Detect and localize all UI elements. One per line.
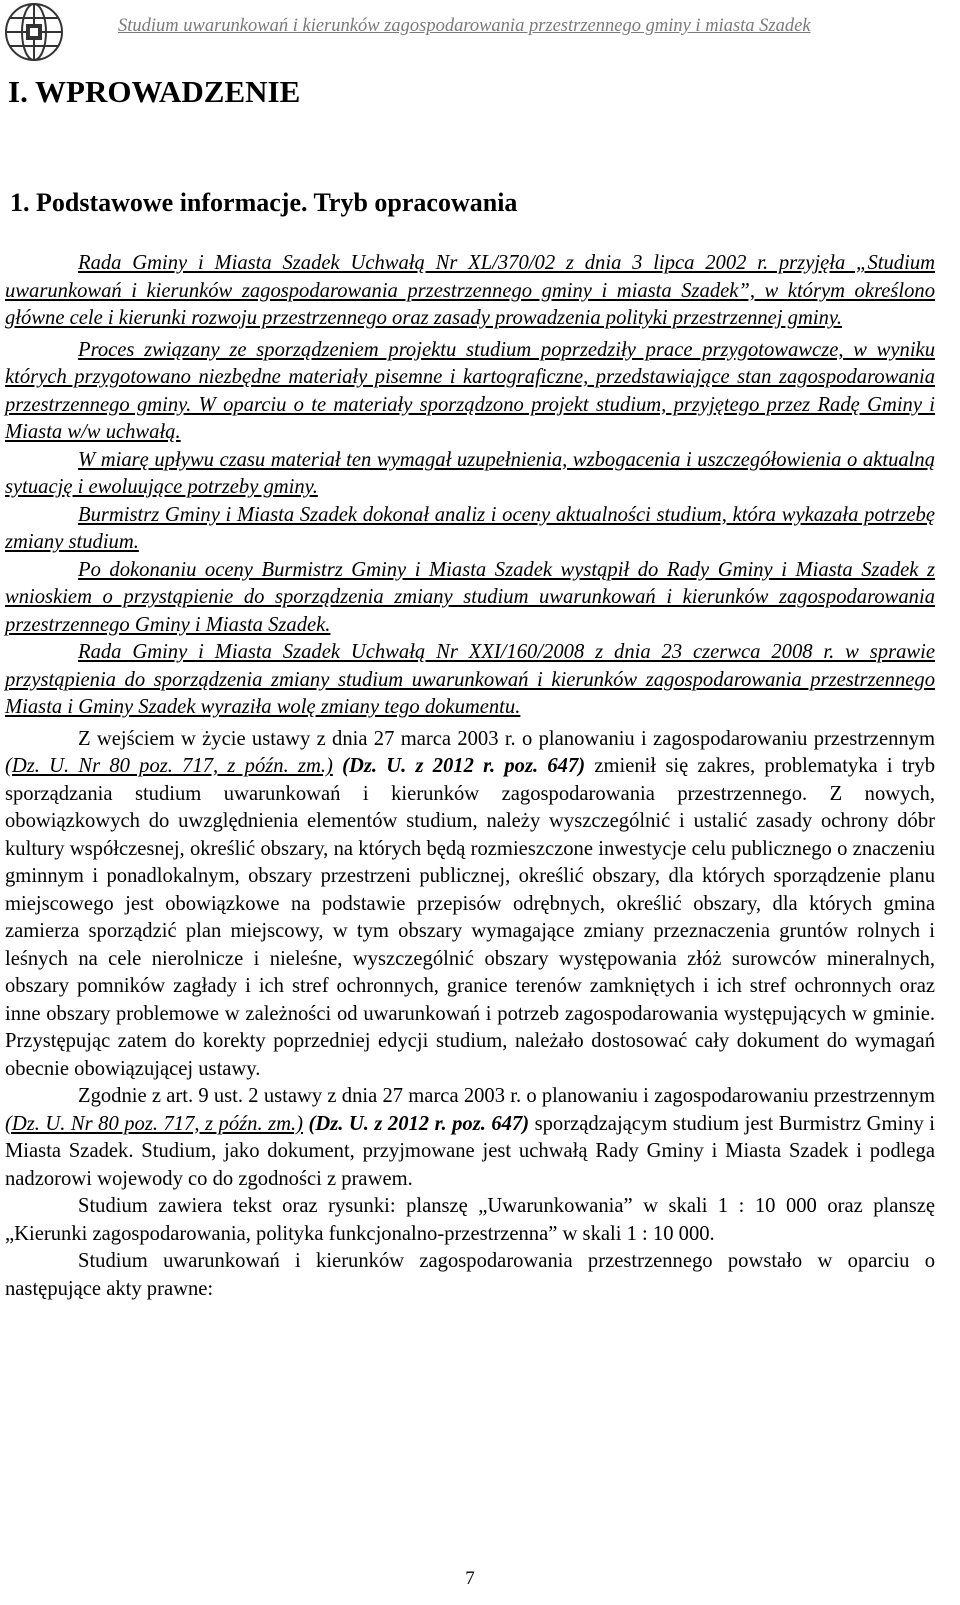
- paragraph-amended-5: Po dokonaniu oceny Burmistrz Gminy i Miasta Szadek wystąpił do Rady Gminy i Miasta Szadek z wnioskiem o przystąpienie do sporządzenia zmiany studium uwarunkowań i kierunków zagospodarowania przestrzennego Gminy i Miasta Szadek.: [5, 558, 935, 636]
- running-header-title: Studium uwarunkowań i kierunków zagospodarowania przestrzennego gminy i miasta Szadek: [118, 16, 811, 36]
- globe-logo-icon: [4, 2, 64, 62]
- paragraph-drawings: Studium zawiera tekst oraz rysunki: planszę „Uwarunkowania” w skali 1 : 10 000 oraz planszę „Kierunki zagospodarowania, polityka funkcjonalno-przestrzenna” w skali 1 : 10 000.: [5, 1195, 935, 1245]
- page-number: 7: [465, 1568, 475, 1589]
- paragraph-legal-basis: Studium uwarunkowań i kierunków zagospodarowania przestrzennego powstało w oparciu o następujące akty prawne:: [5, 1250, 935, 1300]
- act-reference-old: (Dz. U. Nr 80 poz. 717, z późn. zm.): [5, 755, 333, 777]
- paragraph-act-changes: [5, 726, 935, 1084]
- paragraph-amended-2: Proces związany ze sporządzeniem projektu studium poprzedziły prace przygotowawcze, w wyniku których przygotowano niezbędne materiały pisemne i kartograficzne, przedstawiające stan zagospodarowania przestrzennego gminy. W oparciu o te materiały sporządzono projekt studium, przyjętego przez Radę Gminy i Miasta w/w uchwałą.: [5, 338, 935, 443]
- act-text-after: zmienił się zakres, problematyka i tryb sporządzania studium uwarunkowań i kierunków zagospodarowania przestrzennego. Z nowych, obowiązkowych do uwzględnienia elementów studium, należy wyszczególnić i ustalić zasady ochrony dóbr kultury współczesnej, określić obszary, na których będą rozmieszczone inwestycje celu publicznego o znaczeniu gminnym i ponadlokalnym, obszary przestrzeni publicznej, określić obszary, dla których sporządzenie planu miejscowego jest obowiązkowe na podstawie przepisów odrębnych, określić obszary, dla których gmina zamierza sporządzić plan miejscowy, w tym obszary wymagające zmiany przeznaczenia gruntów rolnych i leśnych na cele nierolnicze i nieleśne, wyszczególnić obszary występowania złóż surowców mineralnych, obszary pomników zagłady i ich stref ochronnych, granice terenów zamkniętych i ich stref ochronnych oraz inne obszary problemowe w zależności od uwarunkowań i potrzeb zagospodarowania występujących w gminie. Przystępując zatem do korekty poprzedniej edycji studium, należało dostosować cały dokument do wymagań obecnie obowiązującej ustawy.: [5, 755, 936, 1080]
- page-header: [0, 0, 960, 60]
- subsection-title: 1. Podstawowe informacje. Tryb opracowania: [10, 188, 518, 217]
- section-title: I. WPROWADZENIE: [8, 74, 301, 109]
- art9-text-before: Zgodnie z art. 9 ust. 2 ustawy z dnia 27 marca 2003 r. o planowaniu i zagospodarowaniu przestrzennym: [78, 1085, 935, 1107]
- art9-reference-new: (Dz. U. z 2012 r. poz. 647): [303, 1112, 530, 1135]
- document-body: [5, 250, 935, 1303]
- paragraph-art9: [5, 1083, 935, 1193]
- act-text-before: Z wejściem w życie ustawy z dnia 27 marca 2003 r. o planowaniu i zagospodarowaniu przestrzennym: [78, 727, 935, 750]
- paragraph-amended-6: Rada Gminy i Miasta Szadek Uchwałą Nr XXI/160/2008 z dnia 23 czerwca 2008 r. w sprawie przystąpienia do sporządzenia zmiany studium uwarunkowań i kierunków zagospodarowania przestrzennego Miasta i Gminy Szadek wyraziła wolę zmiany tego dokumentu.: [5, 641, 935, 718]
- art9-reference-old: (Dz. U. Nr 80 poz. 717, z późn. zm.): [5, 1112, 303, 1135]
- paragraph-amended-1: Rada Gminy i Miasta Szadek Uchwałą Nr XL/370/02 z dnia 3 lipca 2002 r. przyjęła „Studium uwarunkowań i kierunków zagospodarowania przestrzennego gminy i miasta Szadek”, w którym określono główne cele i kierunki rozwoju przestrzennego oraz zasady prowadzenia polityki przestrzennej gminy.: [5, 252, 935, 329]
- art9-text-after: sporządzającym studium jest Burmistrz Gminy i Miasta Szadek. Studium, jako dokument, przyjmowane jest uchwałą Rady Gminy i Miasta Szadek i podlega nadzorowi wojewody co do zgodności z prawem.: [5, 1112, 936, 1190]
- paragraph-amended-3: W miarę upływu czasu materiał ten wymagał uzupełnienia, wzbogacenia i uszczegółowienia o aktualną sytuację i ewoluujące potrzeby gminy.: [5, 448, 935, 498]
- act-reference-new: (Dz. U. z 2012 r. poz. 647): [332, 755, 586, 777]
- paragraph-amended-4: Burmistrz Gminy i Miasta Szadek dokonał analiz i oceny aktualności studium, która wykazała potrzebę zmiany studium.: [5, 503, 935, 553]
